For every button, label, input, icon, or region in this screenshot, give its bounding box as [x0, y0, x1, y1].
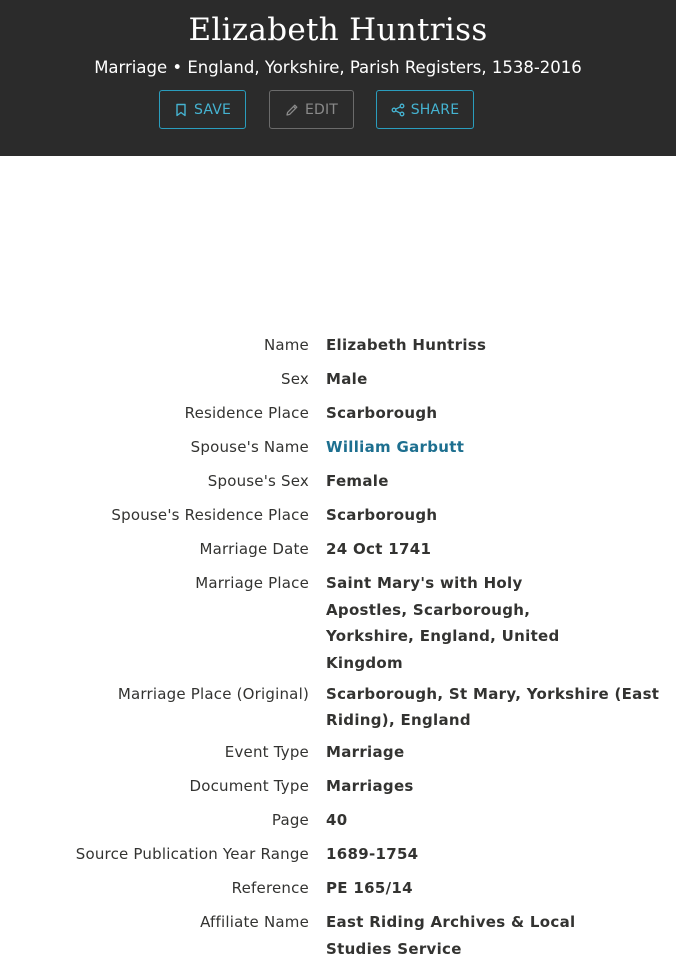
- detail-label: Name: [263, 336, 309, 354]
- detail-label: Source Publication Year Range: [75, 845, 309, 863]
- detail-row-spouse-residence-place: [0, 502, 676, 529]
- detail-label: Spouse's Sex: [207, 472, 309, 490]
- share-button-label: SHARE: [410, 101, 460, 118]
- detail-label: Marriage Date: [199, 540, 309, 558]
- pencil-icon: [285, 103, 299, 117]
- detail-value: 24 Oct 1741: [326, 540, 432, 558]
- detail-label: Affiliate Name: [200, 913, 309, 931]
- detail-label: Residence Place: [184, 404, 309, 422]
- record-header: [0, 0, 676, 156]
- detail-value: 1689-1754: [326, 845, 419, 863]
- bookmark-icon: [174, 103, 188, 117]
- record-subtitle: Marriage • England, Yorkshire, Parish Registers, 1538-2016: [94, 58, 582, 77]
- detail-row-affiliate-name: [0, 909, 676, 962]
- detail-label: Event Type: [224, 743, 309, 761]
- spouse-name-link[interactable]: William Garbutt: [326, 438, 465, 456]
- share-icon: [391, 103, 405, 117]
- detail-label: Spouse's Name: [190, 438, 309, 456]
- save-button-label: SAVE: [193, 101, 232, 118]
- edit-button[interactable]: [269, 90, 354, 129]
- detail-value: Male: [326, 370, 368, 388]
- detail-row-spouse-name: [0, 434, 676, 461]
- record-title: Elizabeth Huntriss: [188, 12, 488, 48]
- detail-value: 40: [326, 811, 348, 829]
- detail-row-event-type: [0, 739, 676, 766]
- detail-row-document-type: [0, 773, 676, 800]
- detail-label: Spouse's Residence Place: [111, 506, 309, 524]
- detail-row-residence-place: [0, 400, 676, 427]
- detail-row-reference: [0, 875, 676, 902]
- detail-value: Elizabeth Huntriss: [326, 336, 487, 354]
- detail-label: Reference: [231, 879, 309, 897]
- detail-row-marriage-date: [0, 536, 676, 563]
- detail-value: Scarborough, St Mary, Yorkshire (East Riding), England: [326, 684, 660, 729]
- detail-row-marriage-place-original: [0, 681, 676, 734]
- detail-label: Marriage Place: [195, 574, 309, 592]
- detail-row-source-publication-year-range: [0, 841, 676, 868]
- detail-value: Saint Mary's with Holy Apostles, Scarborough, Yorkshire, England, United Kingdom: [326, 574, 560, 672]
- detail-value: Scarborough: [326, 404, 438, 422]
- detail-value: Scarborough: [326, 506, 438, 524]
- detail-value: Marriage: [326, 743, 405, 761]
- details-list: [0, 332, 676, 962]
- edit-button-label: EDIT: [304, 101, 339, 118]
- detail-row-page: [0, 807, 676, 834]
- detail-row-spouse-sex: [0, 468, 676, 495]
- detail-row-sex: [0, 366, 676, 393]
- save-button[interactable]: [159, 90, 246, 129]
- detail-label: Document Type: [189, 777, 309, 795]
- detail-value: Female: [326, 472, 389, 490]
- detail-value: PE 165/14: [326, 879, 413, 897]
- share-button[interactable]: [376, 90, 474, 129]
- detail-value: Marriages: [326, 777, 414, 795]
- detail-label: Marriage Place (Original): [117, 684, 309, 703]
- detail-label: Sex: [281, 370, 309, 388]
- detail-value: East Riding Archives & Local Studies Service: [326, 913, 576, 958]
- detail-row-name: [0, 332, 676, 359]
- detail-row-marriage-place: [0, 570, 676, 676]
- detail-label: Page: [271, 811, 309, 829]
